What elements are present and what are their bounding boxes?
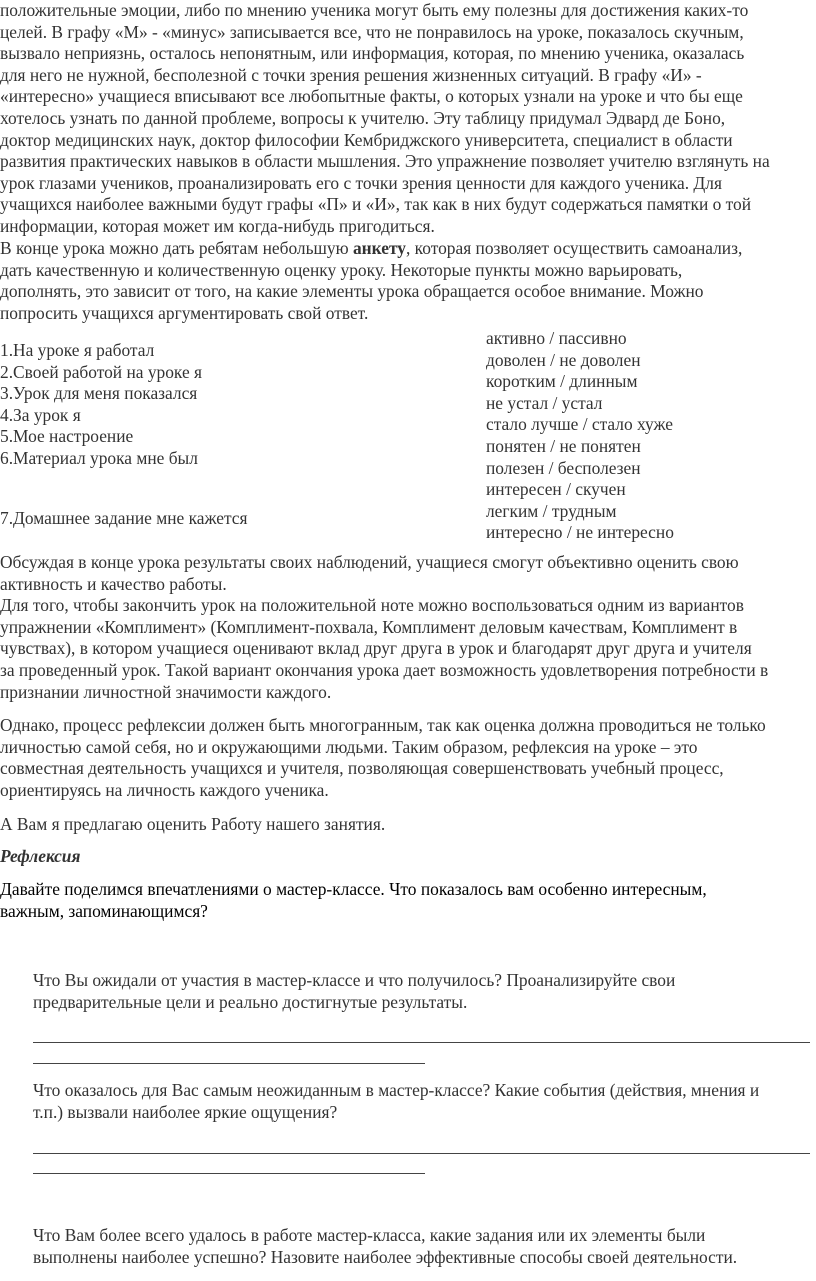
question-3 — [33, 1225, 813, 1268]
survey-answer: доволен / не доволен — [486, 349, 641, 370]
text-line: упражнении «Комплимент» (Комплимент-похвала, Комплимент деловым качествам, Комплимент в — [0, 616, 738, 637]
survey-answers — [486, 328, 806, 544]
share-paragraph — [0, 879, 816, 922]
text-line: совместная деятельность учащихся и учителя, позволяющая совершенствовать учебный процесс, — [0, 758, 724, 779]
survey-question: 7.Домашнее задание мне кажется — [0, 508, 248, 528]
survey-answer: активно / пассивно — [486, 328, 627, 348]
survey-answer: интересен / скучен — [486, 479, 626, 500]
survey-answer: стало лучше / стало хуже — [486, 414, 674, 435]
text-line: т.п.) вызвали наиболее яркие ощущения? — [33, 1101, 338, 1122]
discussion-paragraph — [0, 552, 816, 703]
survey-question: 2.Своей работой на уроке я — [0, 361, 203, 382]
survey-question: 3.Урок для меня показался — [0, 383, 198, 404]
text-line: предварительные цели и реально достигнутые результаты. — [33, 991, 468, 1012]
text-line: Что Вам более всего удалось в работе мастер-класса, какие задания или их элементы были — [33, 1225, 706, 1245]
text-line: доктор медицинских наук, доктор философии Кембриджского университета, специалист в области — [0, 129, 733, 150]
survey-answer: понятен / не понятен — [486, 435, 641, 456]
text-line: Обсуждая в конце урока результаты своих наблюдений, учащиеся смогут объективно оценить свою — [0, 552, 739, 572]
anketa-text-start: В конце урока можно дать ребятам небольшую — [0, 238, 353, 258]
survey-questions — [0, 340, 470, 470]
text-line: чувствах), в котором учащиеся оценивают вклад друг друга в урок и благодарят друг друга и учителя — [0, 638, 752, 659]
text-line: положительные эмоции, либо по мнению ученика могут быть ему полезны для достижения каких-то — [0, 0, 749, 20]
text-line: вызвало неприязнь, осталось непонятным, или информация, которая, по мнению ученика, оказалась — [0, 43, 745, 64]
survey-answer: коротким / длинным — [486, 371, 638, 392]
text-line: Для того, чтобы закончить урок на положительной ноте можно воспользоваться одним из вариантов — [0, 595, 744, 616]
answer-line[interactable] — [33, 1063, 425, 1064]
survey-question: 6.Материал урока мне был — [0, 447, 198, 468]
text-line: ориентируясь на личность каждого ученика. — [0, 779, 329, 800]
answer-line[interactable] — [33, 1042, 810, 1043]
text-line: «интересно» учащиеся вписывают все любопытные факты, о которых узнали на уроке и что бы еще — [0, 86, 743, 107]
text-line: целей. В графу «М» - «минус» записывается все, что не понравилось на уроке, показалось скучным, — [0, 21, 744, 42]
survey-answer: интересно / не интересно — [486, 522, 674, 543]
survey-question-7 — [0, 508, 470, 530]
section-heading — [0, 846, 816, 868]
text-line: А Вам я предлагаю оценить Работу нашего занятия. — [0, 814, 386, 834]
question-1 — [33, 970, 813, 1013]
survey-answer: не устал / устал — [486, 392, 603, 413]
text-line: информации, которая может им когда-нибудь пригодиться. — [0, 215, 435, 236]
answer-line[interactable] — [33, 1153, 810, 1154]
text-line: для него не нужной, бесполезной с точки зрения решения жизненных ситуаций. В графу «И» - — [0, 64, 702, 85]
text-line: урок глазами учеников, проанализировать его с точки зрения ценности для каждого ученика. Для — [0, 172, 722, 193]
text-line: признании личностной значимости каждого. — [0, 681, 332, 702]
offer-paragraph — [0, 814, 816, 836]
text-line: личностью самой себя, но и окружающими людьми. Таким образом, рефлексия на уроке – это — [0, 736, 698, 757]
text-line: дать качественную и количественную оценку уроку. Некоторые пункты можно варьировать, — [0, 259, 683, 280]
text-line: Однако, процесс рефлексии должен быть многогранным, так как оценка должна проводиться не только — [0, 715, 766, 735]
text-line: важным, запоминающимся? — [0, 900, 208, 921]
text-line: учащихся наиболее важными будут графы «П» и «И», так как в них будут содержаться памятки о той — [0, 194, 752, 215]
text-line: хотелось узнать по данной проблеме, вопросы к учителю. Эту таблицу придумал Эдвард де Боно, — [0, 107, 726, 128]
survey-answer: легким / трудным — [486, 500, 617, 521]
text-line: за проведенный урок. Такой вариант окончания урока дает возможность удовлетворения потребности в — [0, 659, 769, 680]
answer-line[interactable] — [33, 1173, 425, 1174]
survey-question: 1.На уроке я работал — [0, 340, 155, 360]
text-line: Что оказалось для Вас самым неожиданным в мастер-классе? Какие события (действия, мнения и — [33, 1080, 760, 1100]
text-line: дополнять, это зависит от того, на какие элементы урока обращается особое внимание. Можно — [0, 281, 704, 302]
text-line: Давайте поделимся впечатлениями о мастер-классе. Что показалось вам особенно интересным, — [0, 879, 707, 899]
anketa-bold: анкету — [352, 238, 406, 258]
anketa-text-end: , которая позволяет осуществить самоанализ, — [405, 238, 743, 258]
text-line: Что Вы ожидали от участия в мастер-классе и что получилось? Проанализируйте свои — [33, 970, 676, 990]
survey-answer: полезен / бесполезен — [486, 457, 641, 478]
text-line — [0, 238, 816, 260]
however-paragraph — [0, 715, 816, 801]
reflection-heading: Рефлексия — [0, 846, 81, 866]
survey-question: 5.Мое настроение — [0, 426, 134, 447]
question-2 — [33, 1080, 813, 1123]
survey-question: 4.За урок я — [0, 404, 81, 425]
text-line: развития практических навыков в области мышления. Это упражнение позволяет учителю взглянуть на — [0, 151, 770, 172]
intro-paragraph — [0, 0, 816, 238]
text-line: активность и качество работы. — [0, 573, 227, 594]
text-line: выполнены наиболее успешно? Назовите наиболее эффективные способы своей деятельности. — [33, 1246, 738, 1267]
anketa-paragraph — [0, 238, 816, 324]
text-line: попросить учащихся аргументировать свой ответ. — [0, 302, 369, 323]
